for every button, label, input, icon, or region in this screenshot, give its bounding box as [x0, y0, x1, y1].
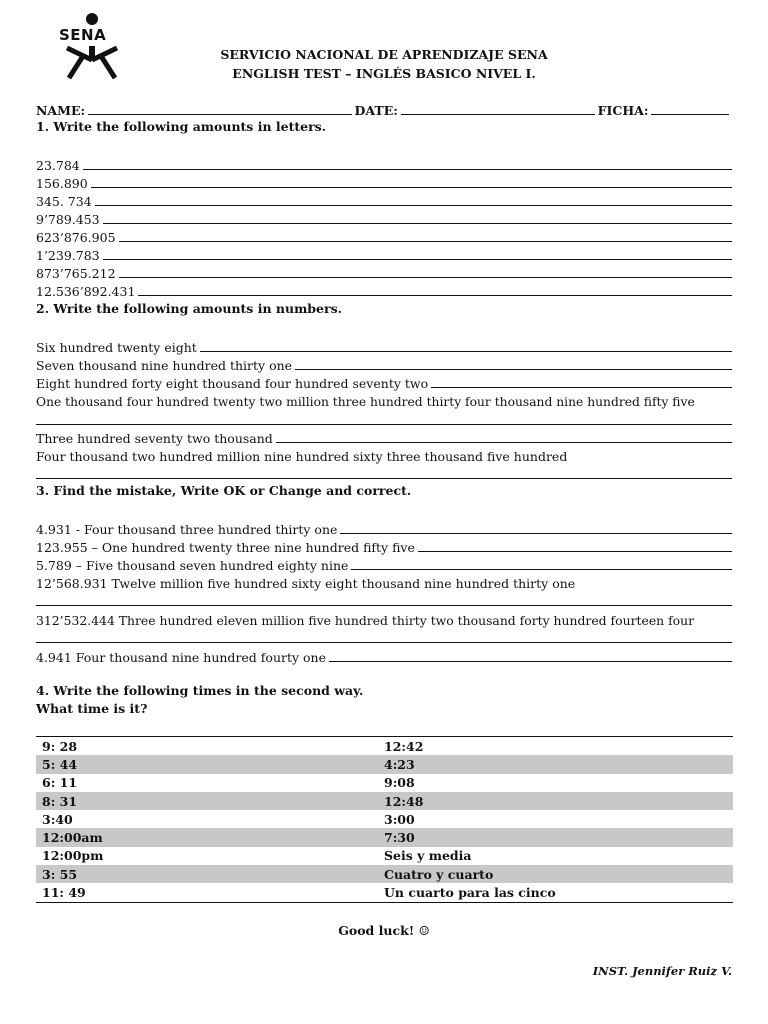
- document-subtitle: ENGLISH TEST – INGLÉS BASICO NIVEL I.: [232, 66, 536, 81]
- amount-prompt: 873’765.212: [36, 266, 116, 281]
- date-field[interactable]: [401, 114, 595, 115]
- mistake-prompt: 4.941 Four thousand nine hundred fourty one: [36, 650, 326, 665]
- time-cell: 12:00am: [42, 830, 103, 846]
- words-prompt: Seven thousand nine hundred thirty one: [36, 358, 293, 373]
- ficha-field[interactable]: [651, 114, 729, 115]
- answer-line[interactable]: [36, 373, 732, 391]
- times-table: [36, 736, 733, 903]
- words-prompt-line: [36, 446, 732, 464]
- answer-line[interactable]: [36, 424, 732, 425]
- words-prompt: One thousand four hundred twenty two million three hundred thirty four thousand nine hundred fifty five: [36, 395, 695, 409]
- time-cell: 12:00pm: [42, 848, 104, 864]
- time-cell: 3: 55: [42, 866, 78, 882]
- time-cell: 8: 31: [42, 793, 78, 809]
- time-cell: 4:23: [384, 756, 415, 772]
- mistake-prompt-line: [36, 610, 732, 628]
- time-cell: 9: 28: [42, 738, 78, 754]
- time-cell: Un cuarto para las cinco: [384, 885, 556, 901]
- words-prompt: Three hundred seventy two thousand: [36, 431, 273, 446]
- answer-line[interactable]: [36, 647, 732, 665]
- answer-line[interactable]: [36, 173, 732, 191]
- answer-line[interactable]: [36, 355, 732, 373]
- answer-line[interactable]: [36, 519, 732, 537]
- time-cell: 9:08: [384, 775, 415, 791]
- time-cell: 3:00: [384, 811, 415, 827]
- section-4-subtitle: What time is it?: [36, 701, 148, 716]
- answer-line[interactable]: [36, 642, 732, 643]
- time-cell: 5: 44: [42, 756, 78, 772]
- answer-line[interactable]: [36, 263, 732, 281]
- words-prompt: Eight hundred forty eight thousand four hundred seventy two: [36, 376, 429, 391]
- answer-line[interactable]: [36, 537, 732, 555]
- amount-prompt: 23.784: [36, 158, 80, 173]
- time-cell: Cuatro y cuarto: [384, 866, 494, 882]
- time-cell: 12:42: [384, 738, 424, 754]
- mistake-prompt: 4.931 - Four thousand three hundred thirty one: [36, 522, 338, 537]
- name-label: NAME:: [36, 103, 86, 118]
- student-info-row: [36, 100, 732, 118]
- time-cell: 6: 11: [42, 775, 78, 791]
- table-row: [36, 737, 733, 755]
- mistake-prompt-line: [36, 573, 732, 591]
- mistake-prompt: 5.789 – Five thousand seven hundred eighty nine: [36, 558, 349, 573]
- date-label: DATE:: [354, 103, 398, 118]
- logo-text: SENA: [59, 26, 107, 44]
- answer-line[interactable]: [36, 478, 732, 479]
- answer-line[interactable]: [36, 281, 732, 299]
- answer-line[interactable]: [36, 191, 732, 209]
- table-row: [36, 847, 733, 865]
- amount-prompt: 1’239.783: [36, 248, 100, 263]
- mistake-prompt: 123.955 – One hundred twenty three nine hundred fifty five: [36, 540, 415, 555]
- table-row: [36, 755, 733, 773]
- answer-line[interactable]: [36, 227, 732, 245]
- amount-prompt: 345. 734: [36, 194, 92, 209]
- amount-prompt: 623’876.905: [36, 230, 116, 245]
- answer-line[interactable]: [36, 555, 732, 573]
- section-4-title: 4. Write the following times in the second way.: [36, 683, 364, 698]
- good-luck-text: Good luck! ☺: [338, 923, 430, 938]
- mistake-prompt: 12’568.931 Twelve million five hundred sixty eight thousand nine hundred thirty one: [36, 576, 576, 591]
- table-row: [36, 865, 733, 883]
- answer-line[interactable]: [36, 209, 732, 227]
- table-row: [36, 828, 733, 846]
- document-title: SERVICIO NACIONAL DE APRENDIZAJE SENA: [220, 47, 548, 62]
- time-cell: Seis y media: [384, 848, 472, 864]
- table-row: [36, 883, 733, 901]
- answer-line[interactable]: [36, 605, 732, 606]
- instructor-signature: INST. Jennifer Ruiz V.: [592, 964, 732, 978]
- answer-line[interactable]: [36, 245, 732, 263]
- answer-line[interactable]: [36, 155, 732, 173]
- ficha-label: FICHA:: [597, 103, 649, 118]
- amount-prompt: 156.890: [36, 176, 88, 191]
- table-row: [36, 792, 733, 810]
- time-cell: 3:40: [42, 811, 73, 827]
- section-3-title: 3. Find the mistake, Write OK or Change and correct.: [36, 483, 412, 498]
- time-cell: 12:48: [384, 793, 424, 809]
- time-cell: 7:30: [384, 830, 415, 846]
- table-row: [36, 810, 733, 828]
- time-cell: 11: 49: [42, 885, 86, 901]
- mistake-prompt: 312’532.444 Three hundred eleven million five hundred thirty two thousand forty hundred fourteen four: [36, 613, 695, 628]
- name-field[interactable]: [88, 114, 351, 115]
- answer-line[interactable]: [36, 337, 732, 355]
- words-prompt: Six hundred twenty eight: [36, 340, 197, 355]
- words-prompt-line: [36, 391, 732, 409]
- table-row: [36, 774, 733, 792]
- section-2-title: 2. Write the following amounts in numbers.: [36, 301, 342, 316]
- section-1-title: 1. Write the following amounts in letters.: [36, 119, 327, 134]
- answer-line[interactable]: [36, 428, 732, 446]
- amount-prompt: 12.536’892.431: [36, 284, 136, 299]
- amount-prompt: 9’789.453: [36, 212, 100, 227]
- words-prompt: Four thousand two hundred million nine hundred sixty three thousand five hundred: [36, 449, 568, 464]
